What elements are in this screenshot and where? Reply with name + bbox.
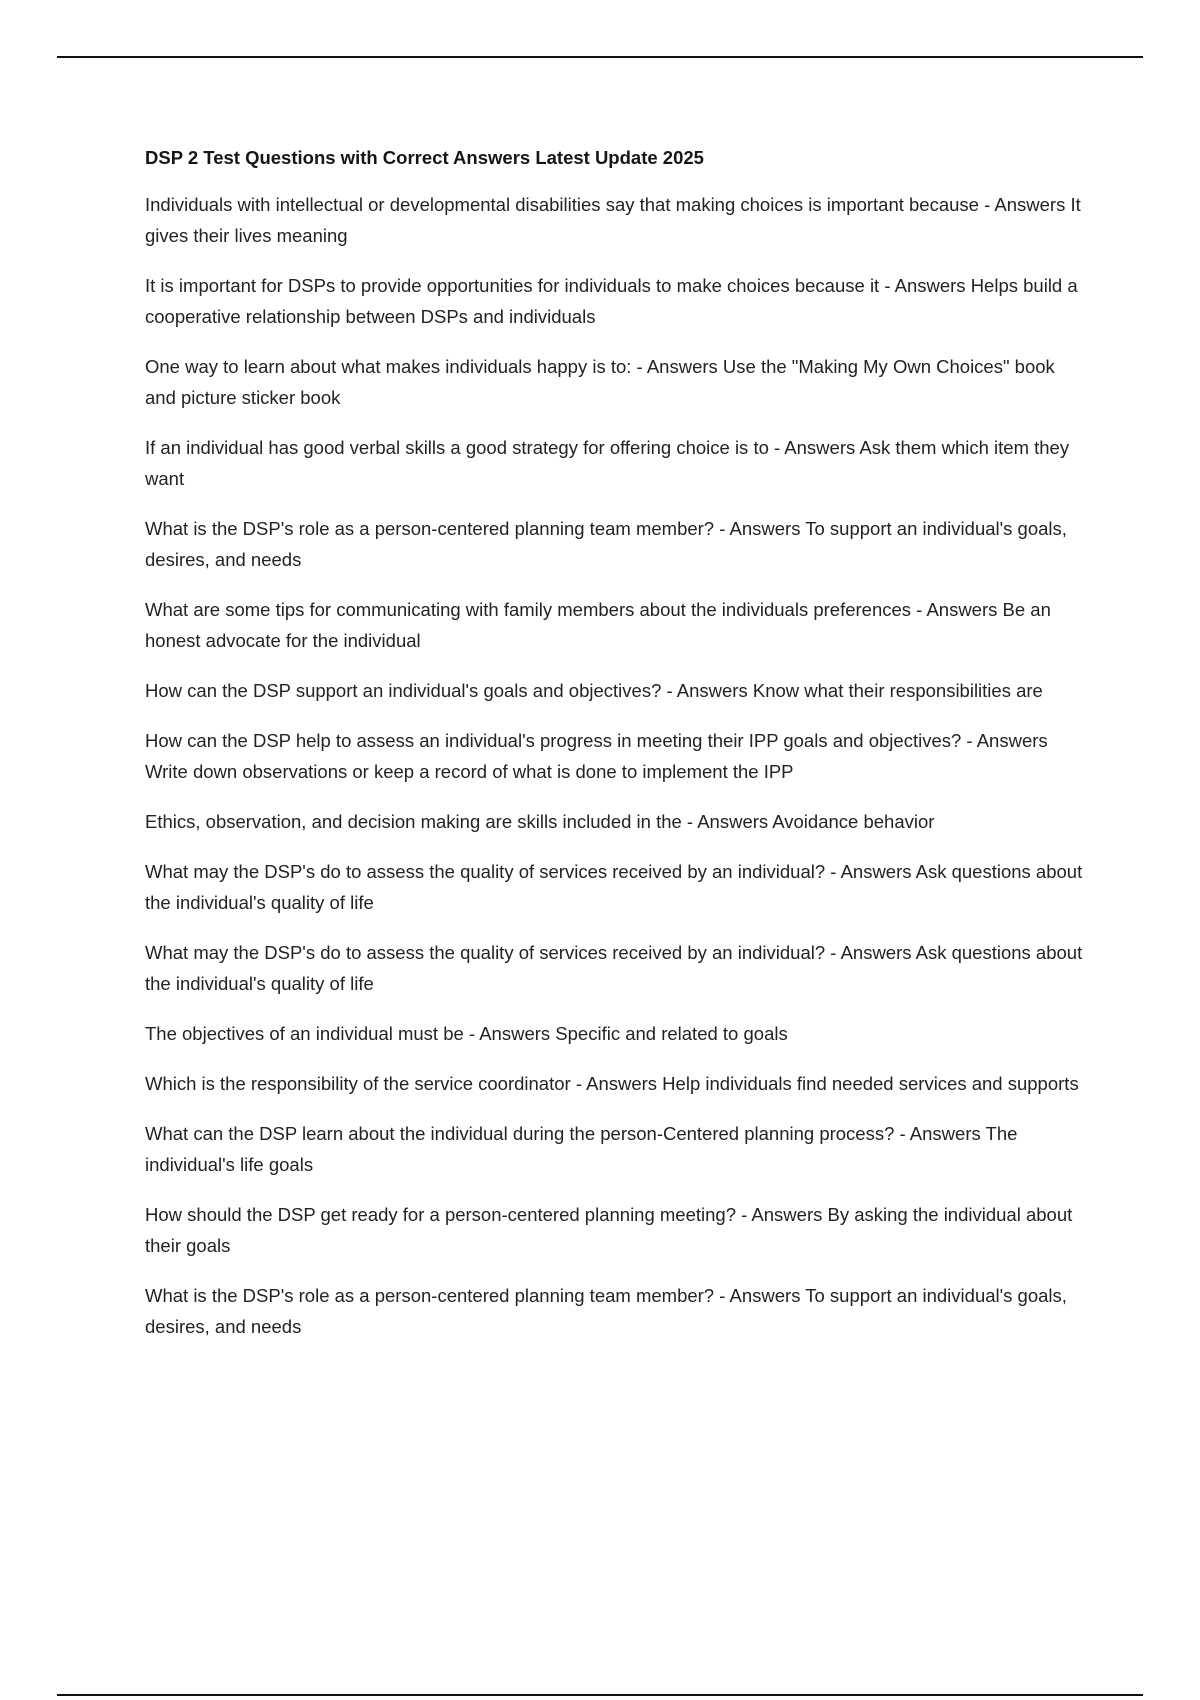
qa-entry: Individuals with intellectual or developmental disabilities say that making choices is important because - Answers It gives their lives meaning: [145, 194, 1081, 246]
qa-entry: How should the DSP get ready for a person-centered planning meeting? - Answers By asking the individual about their goals: [145, 1204, 1073, 1256]
document-title: DSP 2 Test Questions with Correct Answers Latest Update 2025: [145, 147, 704, 168]
qa-entry: Ethics, observation, and decision making are skills included in the - Answers Avoidance behavior: [145, 811, 935, 832]
qa-entry: What can the DSP learn about the individual during the person-Centered planning process? - Answers The individual's life goals: [145, 1123, 1018, 1175]
qa-entry: What may the DSP's do to assess the quality of services received by an individual? - Answers Ask questions about the individual's quality of life: [145, 942, 1083, 994]
document-body: [145, 143, 1090, 1361]
qa-entry: What are some tips for communicating with family members about the individuals preferences - Answers Be an honest advocate for the individual: [145, 599, 1051, 651]
qa-entry: It is important for DSPs to provide opportunities for individuals to make choices because it - Answers Helps build a cooperative relationship between DSPs and individuals: [145, 275, 1078, 327]
qa-entry: How can the DSP help to assess an individual's progress in meeting their IPP goals and objectives? - Answers Write down observations or keep a record of what is done to implement the IPP: [145, 730, 1048, 782]
qa-entry: One way to learn about what makes individuals happy is to: - Answers Use the "Making My Own Choices" book and picture sticker book: [145, 356, 1055, 408]
footer-rule: [57, 1694, 1143, 1696]
qa-entry: What is the DSP's role as a person-centered planning team member? - Answers To support an individual's goals, desires, and needs: [145, 518, 1067, 570]
qa-entry: What is the DSP's role as a person-centered planning team member? - Answers To support an individual's goals, desires, and needs: [145, 1285, 1067, 1337]
qa-entry: The objectives of an individual must be - Answers Specific and related to goals: [145, 1023, 788, 1044]
qa-entry: What may the DSP's do to assess the quality of services received by an individual? - Answers Ask questions about the individual's quality of life: [145, 861, 1083, 913]
qa-entry: How can the DSP support an individual's goals and objectives? - Answers Know what their responsibilities are: [145, 680, 1043, 701]
header-rule: [57, 56, 1143, 58]
qa-entry: If an individual has good verbal skills a good strategy for offering choice is to - Answers Ask them which item they want: [145, 437, 1070, 489]
qa-entry: Which is the responsibility of the service coordinator - Answers Help individuals find needed services and supports: [145, 1073, 1079, 1094]
